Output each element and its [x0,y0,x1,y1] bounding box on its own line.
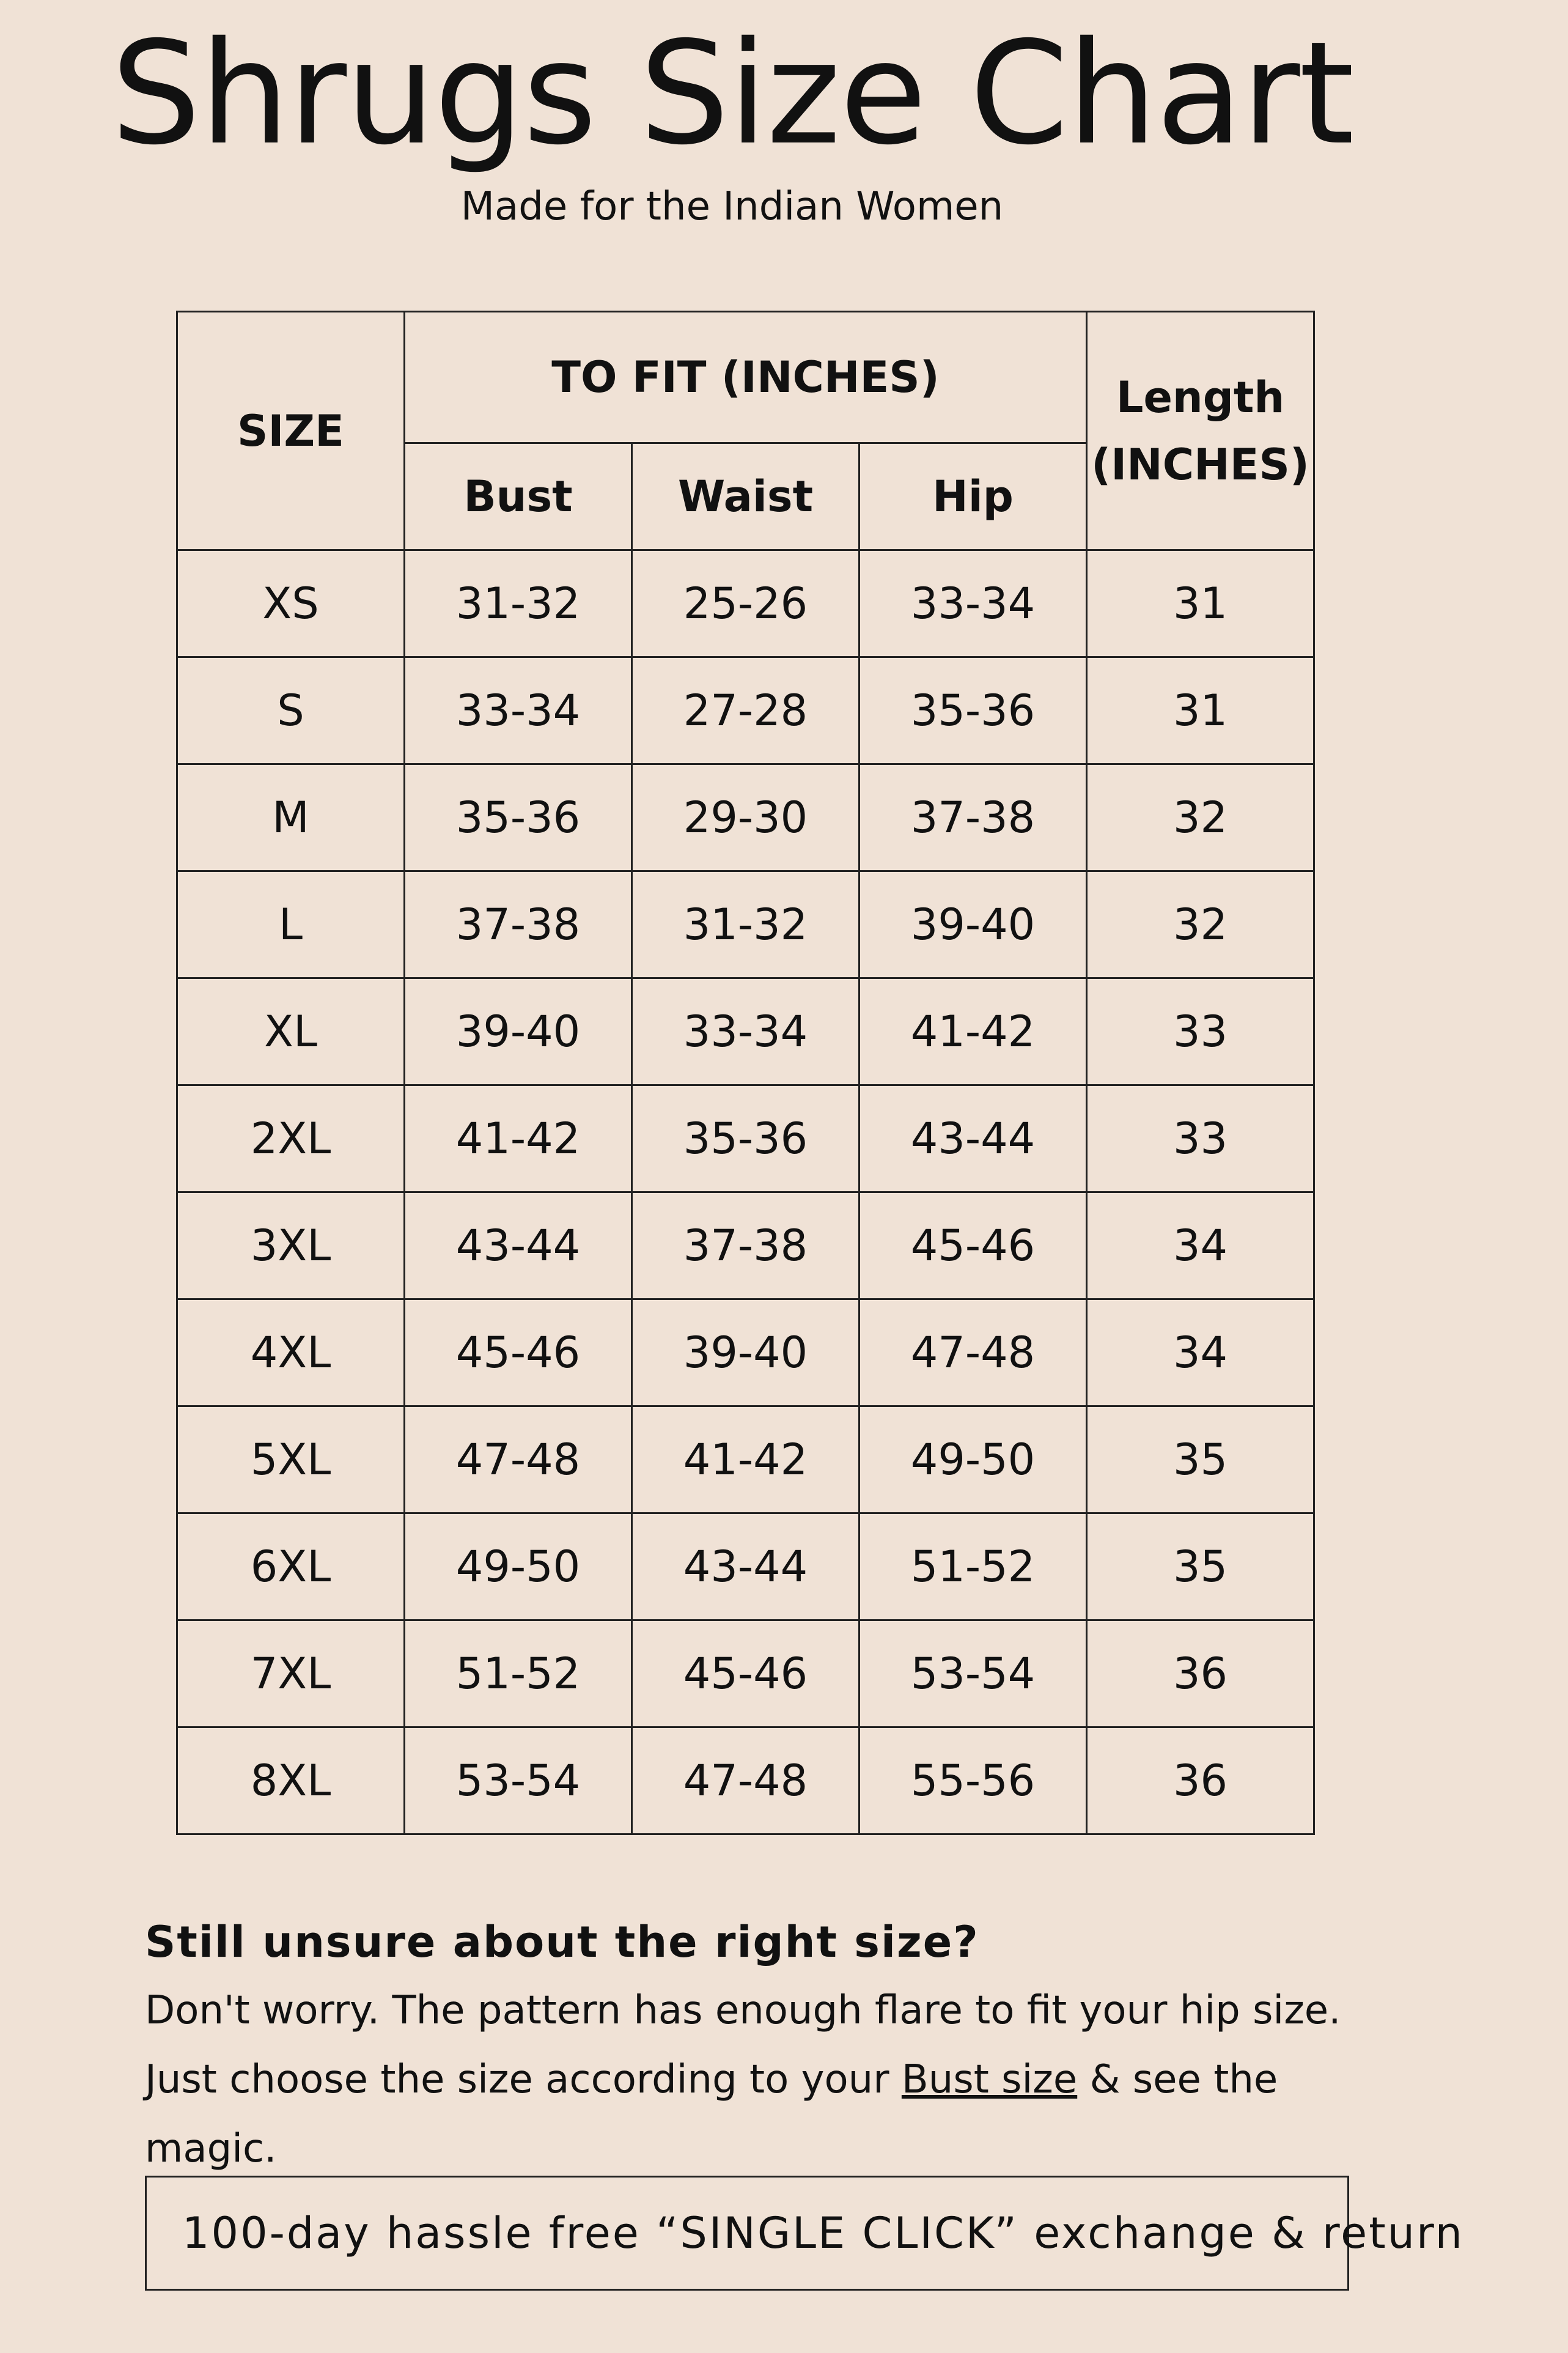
table-row [177,1406,1314,1513]
hip-cell: 55-56 [859,1727,1087,1834]
table-row [177,1299,1314,1406]
waist-cell: 27-28 [632,657,859,764]
waist-cell: 39-40 [632,1299,859,1406]
length-cell: 32 [1087,764,1314,871]
table-row [177,764,1314,871]
table-row [177,1727,1314,1834]
note-line-2 [145,2045,1429,2115]
waist-cell: 43-44 [632,1513,859,1620]
hip-cell: 43-44 [859,1085,1087,1192]
note-question: Still unsure about the right size? [145,1917,979,1967]
waist-cell: 47-48 [632,1727,859,1834]
table-row [177,1192,1314,1299]
waist-cell: 37-38 [632,1192,859,1299]
length-cell: 31 [1087,550,1314,657]
hip-cell: 45-46 [859,1192,1087,1299]
hip-cell: 35-36 [859,657,1087,764]
size-advice-note [145,1908,1429,2184]
note-line-2-suffix: & see the [1077,2057,1278,2102]
table-row [177,1513,1314,1620]
bust-cell: 45-46 [405,1299,632,1406]
hip-cell: 49-50 [859,1406,1087,1513]
size-cell: S [177,657,405,764]
exchange-policy-banner: 100-day hassle free “SINGLE CLICK” exchange & return [145,2176,1349,2291]
length-cell: 33 [1087,1085,1314,1192]
size-cell: 5XL [177,1406,405,1513]
table-row [177,871,1314,978]
size-cell: 2XL [177,1085,405,1192]
table-row [177,550,1314,657]
waist-cell: 35-36 [632,1085,859,1192]
length-cell: 34 [1087,1299,1314,1406]
hip-cell: 41-42 [859,978,1087,1085]
length-cell: 35 [1087,1513,1314,1620]
size-chart-table [176,311,1315,1835]
bust-cell: 33-34 [405,657,632,764]
hip-cell: 51-52 [859,1513,1087,1620]
waist-column-header: Waist [632,443,859,550]
bust-cell: 31-32 [405,550,632,657]
length-column-header [1087,312,1314,550]
bust-cell: 49-50 [405,1513,632,1620]
length-cell: 36 [1087,1620,1314,1727]
table-row [177,1085,1314,1192]
length-cell: 34 [1087,1192,1314,1299]
size-cell: L [177,871,405,978]
bust-cell: 53-54 [405,1727,632,1834]
waist-cell: 33-34 [632,978,859,1085]
table-row [177,1620,1314,1727]
size-cell: M [177,764,405,871]
bust-cell: 51-52 [405,1620,632,1727]
note-line-3: magic. [145,2126,277,2171]
size-cell: 6XL [177,1513,405,1620]
size-cell: 8XL [177,1727,405,1834]
to-fit-header: TO FIT (INCHES) [405,312,1087,443]
hip-column-header: Hip [859,443,1087,550]
length-cell: 36 [1087,1727,1314,1834]
waist-cell: 29-30 [632,764,859,871]
length-cell: 35 [1087,1406,1314,1513]
length-cell: 33 [1087,978,1314,1085]
length-header-line2: (INCHES) [1091,439,1309,490]
waist-cell: 31-32 [632,871,859,978]
waist-cell: 41-42 [632,1406,859,1513]
bust-cell: 35-36 [405,764,632,871]
size-cell: 7XL [177,1620,405,1727]
table-row [177,978,1314,1085]
length-header-line1: Length [1116,372,1285,423]
size-cell: 4XL [177,1299,405,1406]
waist-cell: 25-26 [632,550,859,657]
bust-size-emphasis: Bust size [901,2057,1078,2102]
bust-cell: 41-42 [405,1085,632,1192]
page-title: Shrugs Size Chart [111,11,1353,176]
length-cell: 31 [1087,657,1314,764]
bust-cell: 37-38 [405,871,632,978]
note-line-1: Don't worry. The pattern has enough flare to fit your hip size. [145,1988,1341,2033]
table-row [177,657,1314,764]
bust-column-header: Bust [405,443,632,550]
size-cell: XL [177,978,405,1085]
length-cell: 32 [1087,871,1314,978]
hip-cell: 47-48 [859,1299,1087,1406]
note-line-2-prefix: Just choose the size according to your [145,2057,902,2102]
hip-cell: 33-34 [859,550,1087,657]
page-subtitle: Made for the Indian Women [460,184,1004,229]
size-cell: XS [177,550,405,657]
hip-cell: 37-38 [859,764,1087,871]
hip-cell: 39-40 [859,871,1087,978]
bust-cell: 43-44 [405,1192,632,1299]
waist-cell: 45-46 [632,1620,859,1727]
size-column-header: SIZE [177,312,405,550]
hip-cell: 53-54 [859,1620,1087,1727]
size-cell: 3XL [177,1192,405,1299]
bust-cell: 39-40 [405,978,632,1085]
bust-cell: 47-48 [405,1406,632,1513]
